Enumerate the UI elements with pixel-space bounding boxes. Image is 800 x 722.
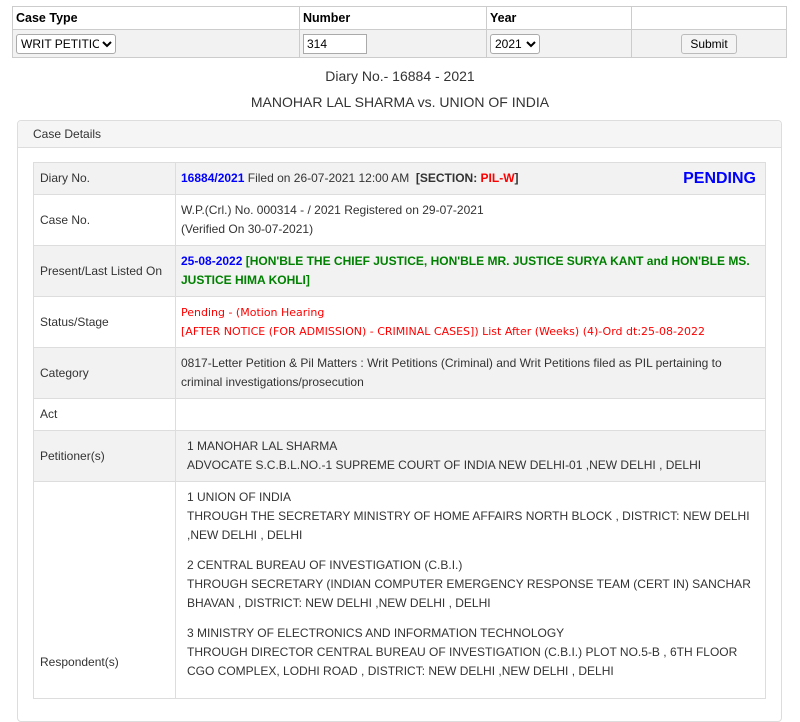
diary-filed: Filed on 26-07-2021 12:00 AM bbox=[244, 171, 413, 185]
category-value: 0817-Letter Petition & Pil Matters : Writ Petitions (Criminal) and Writ Petitions filed as PIL pertaining to criminal investigations/prosecution bbox=[176, 348, 766, 399]
case-details-table bbox=[33, 162, 766, 699]
parties-title: MANOHAR LAL SHARMA vs. UNION OF INDIA bbox=[250, 94, 550, 110]
respondent-name: 1 UNION OF INDIA bbox=[187, 490, 292, 504]
petitioner-address: ADVOCATE S.C.B.L.NO.-1 SUPREME COURT OF INDIA NEW DELHI-01 ,NEW DELHI , DELHI bbox=[187, 458, 702, 472]
respondent-label: Respondent(s) bbox=[34, 482, 176, 699]
status-value bbox=[176, 297, 766, 348]
case-details-panel bbox=[17, 120, 782, 722]
diary-row bbox=[34, 163, 766, 195]
submit-cell bbox=[632, 30, 787, 58]
act-label: Act bbox=[34, 399, 176, 431]
section-prefix: [SECTION: bbox=[415, 171, 481, 185]
act-value bbox=[176, 399, 766, 431]
year-header: Year bbox=[487, 7, 632, 30]
submit-button[interactable]: Submit bbox=[681, 34, 736, 54]
petitioner-value bbox=[176, 431, 766, 482]
case-no-label: Case No. bbox=[34, 195, 176, 246]
respondent-address: THROUGH SECRETARY (INDIAN COMPUTER EMERGENCY RESPONSE TEAM (CERT IN) SANCHAR BHAVAN , DISTRICT: NEW DELHI ,NEW DELHI , DELHI bbox=[187, 577, 751, 610]
status-label: Status/Stage bbox=[34, 297, 176, 348]
case-type-header: Case Type bbox=[13, 7, 300, 30]
respondent-row bbox=[34, 482, 766, 699]
respondent-name: 2 CENTRAL BUREAU OF INVESTIGATION (C.B.I.) bbox=[187, 558, 463, 572]
respondent-item bbox=[181, 624, 760, 681]
respondent-address: THROUGH THE SECRETARY MINISTRY OF HOME AFFAIRS NORTH BLOCK , DISTRICT: NEW DELHI ,NEW DELHI , DELHI bbox=[187, 509, 750, 542]
respondent-value bbox=[176, 482, 766, 699]
act-row bbox=[34, 399, 766, 431]
petitioner-name: 1 MANOHAR LAL SHARMA bbox=[187, 439, 338, 453]
listed-date: 25-08-2022 bbox=[181, 254, 243, 268]
category-row bbox=[34, 348, 766, 399]
petitioner-label: Petitioner(s) bbox=[34, 431, 176, 482]
section-code: PIL-W bbox=[480, 171, 515, 185]
case-registration: W.P.(Crl.) No. 000314 - / 2021 Registered on 29-07-2021 bbox=[181, 203, 484, 217]
listed-label: Present/Last Listed On bbox=[34, 246, 176, 297]
diary-number: 16884/2021 bbox=[181, 171, 245, 185]
status-row bbox=[34, 297, 766, 348]
case-verification: (Verified On 30-07-2021) bbox=[181, 222, 314, 236]
diary-value bbox=[176, 163, 766, 195]
status-listing: [AFTER NOTICE (FOR ADMISSION) - CRIMINAL CASES]) List After (Weeks) (4)-Ord dt:25-08-2022 bbox=[181, 325, 705, 338]
section-suffix: ] bbox=[514, 171, 519, 185]
petitioner-row bbox=[34, 431, 766, 482]
case-type-select[interactable] bbox=[16, 34, 116, 54]
status-badge: PENDING bbox=[683, 170, 756, 187]
case-search-form bbox=[12, 6, 787, 58]
case-no-row bbox=[34, 195, 766, 246]
case-no-value bbox=[176, 195, 766, 246]
case-type-cell bbox=[13, 30, 300, 58]
category-label: Category bbox=[34, 348, 176, 399]
respondent-name: 3 MINISTRY OF ELECTRONICS AND INFORMATION TECHNOLOGY bbox=[187, 626, 565, 640]
submit-header-cell bbox=[632, 7, 787, 30]
number-header: Number bbox=[300, 7, 487, 30]
panel-heading: Case Details bbox=[18, 121, 781, 148]
listed-row bbox=[34, 246, 766, 297]
case-number-input[interactable] bbox=[303, 34, 367, 54]
year-select[interactable] bbox=[490, 34, 540, 54]
diary-title: Diary No.- 16884 - 2021 bbox=[325, 68, 475, 84]
status-stage: Pending - (Motion Hearing bbox=[181, 306, 325, 319]
respondent-address: THROUGH DIRECTOR CENTRAL BUREAU OF INVESTIGATION (C.B.I.) PLOT NO.5-B , 6TH FLOOR CGO COMPLEX, LODHI ROAD , DISTRICT: NEW DELHI ,NEW DELHI , DELHI bbox=[187, 645, 738, 678]
listed-value bbox=[176, 246, 766, 297]
listed-bench: [HON'BLE THE CHIEF JUSTICE, HON'BLE MR. JUSTICE SURYA KANT and HON'BLE MS. JUSTICE HIMA KOHLI] bbox=[181, 254, 750, 287]
number-cell bbox=[300, 30, 487, 58]
respondent-item bbox=[181, 556, 760, 613]
diary-label: Diary No. bbox=[34, 163, 176, 195]
year-cell bbox=[487, 30, 632, 58]
respondent-item bbox=[181, 488, 760, 545]
